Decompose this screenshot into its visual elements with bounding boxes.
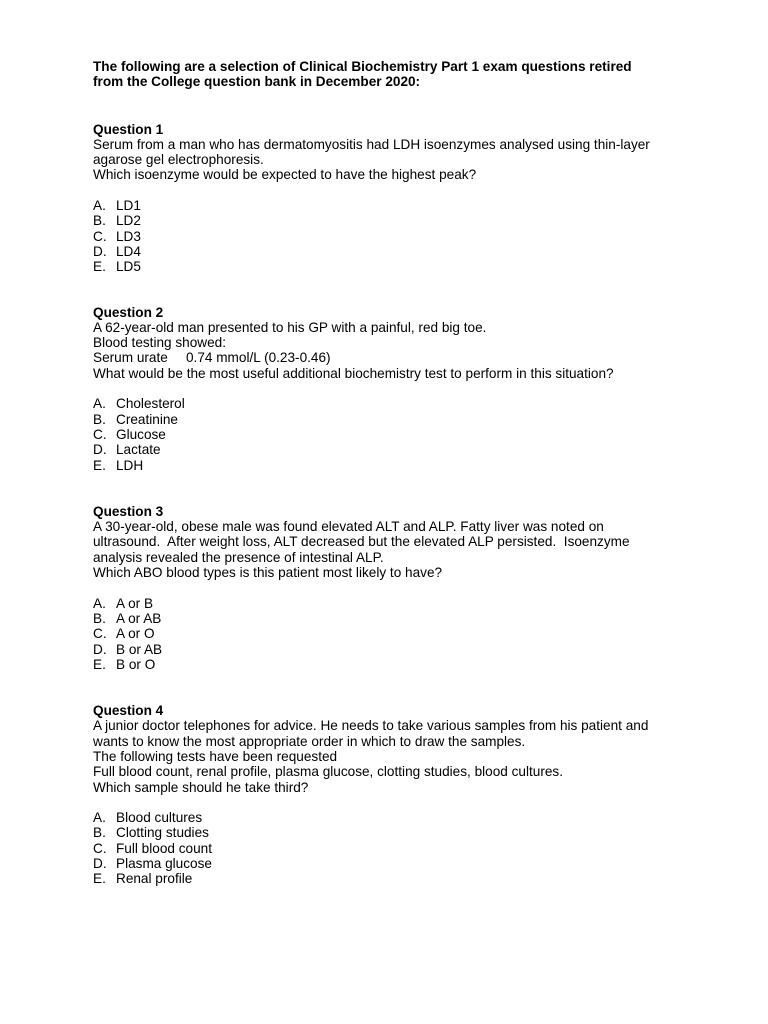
question-text-line: A 62-year-old man presented to his GP with a painful, red big toe. <box>93 319 487 335</box>
answer-options <box>93 596 693 672</box>
answer-option <box>93 213 693 228</box>
question-text-line: Full blood count, renal profile, plasma glucose, clotting studies, blood cultures. <box>93 764 563 780</box>
option-text: LD1 <box>116 198 141 214</box>
answer-option <box>93 198 693 213</box>
option-letter: D. <box>93 243 107 259</box>
question-text-line: What would be the most useful additional biochemistry test to perform in this situation? <box>93 365 614 381</box>
answer-option <box>93 871 693 886</box>
option-text: A or O <box>116 626 155 642</box>
option-letter: D. <box>93 442 107 458</box>
question-title: Question 2 <box>93 304 164 320</box>
option-text: Full blood count <box>116 840 212 856</box>
intro-line: The following are a selection of Clinical Biochemistry Part 1 exam questions retired <box>93 59 632 74</box>
option-text: Blood cultures <box>116 810 203 826</box>
answer-options <box>93 198 693 274</box>
option-text: LD4 <box>116 243 141 259</box>
answer-option <box>93 596 693 611</box>
option-letter: A. <box>93 396 106 412</box>
question-text-line: A 30-year-old, obese male was found elevated ALT and ALP. Fatty liver was noted on <box>93 519 604 535</box>
option-letter: B. <box>93 213 106 229</box>
question-text-line: ultrasound. After weight loss, ALT decreased but the elevated ALP persisted. Isoenzyme <box>93 534 630 550</box>
question-text-line: Which ABO blood types is this patient most likely to have? <box>93 565 443 581</box>
option-letter: B. <box>93 825 106 841</box>
question-title: Question 3 <box>93 503 164 519</box>
answer-option <box>93 427 693 442</box>
intro-heading <box>93 59 693 90</box>
answer-option <box>93 642 693 657</box>
option-letter: A. <box>93 198 106 214</box>
answer-option <box>93 841 693 856</box>
answer-option <box>93 657 693 672</box>
question-text-line: analysis revealed the presence of intestinal ALP. <box>93 549 384 565</box>
option-text: B or AB <box>116 641 163 657</box>
option-letter: B. <box>93 610 106 626</box>
question-4 <box>93 703 693 887</box>
answer-option <box>93 396 693 411</box>
option-text: LD2 <box>116 213 141 229</box>
option-letter: B. <box>93 411 106 427</box>
option-text: A or B <box>116 595 154 611</box>
question-text-line: wants to know the most appropriate order in which to draw the samples. <box>93 733 526 749</box>
option-letter: C. <box>93 626 107 642</box>
question-text-line: Which sample should he take third? <box>93 779 309 795</box>
lab-test-value: 0.74 mmol/L (0.23-0.46) <box>186 350 331 366</box>
option-text: A or AB <box>116 610 162 626</box>
answer-option <box>93 856 693 871</box>
option-letter: C. <box>93 426 107 442</box>
lab-test-name: Serum urate <box>93 350 168 366</box>
option-letter: C. <box>93 840 107 856</box>
question-title: Question 1 <box>93 121 164 137</box>
option-letter: D. <box>93 856 107 872</box>
answer-option <box>93 810 693 825</box>
answer-option <box>93 626 693 641</box>
option-text: Clotting studies <box>116 825 209 841</box>
option-letter: A. <box>93 595 106 611</box>
question-1 <box>93 122 693 275</box>
answer-option <box>93 259 693 274</box>
option-letter: E. <box>93 259 106 275</box>
question-text-line: A junior doctor telephones for advice. He needs to take various samples from his patient and <box>93 718 649 734</box>
question-text-line: Which isoenzyme would be expected to have the highest peak? <box>93 167 477 183</box>
option-text: Cholesterol <box>116 396 185 412</box>
answer-option <box>93 442 693 457</box>
answer-option <box>93 458 693 473</box>
option-text: B or O <box>116 656 156 672</box>
question-title: Question 4 <box>93 703 164 719</box>
answer-option <box>93 412 693 427</box>
option-text: Plasma glucose <box>116 856 212 872</box>
option-letter: E. <box>93 457 106 473</box>
answer-option <box>93 229 693 244</box>
answer-options <box>93 396 693 472</box>
option-text: Lactate <box>116 442 161 458</box>
option-letter: A. <box>93 810 106 826</box>
answer-option <box>93 611 693 626</box>
answer-option <box>93 244 693 259</box>
question-2 <box>93 305 693 473</box>
option-text: Glucose <box>116 426 166 442</box>
lab-result-line <box>93 350 693 365</box>
document-page <box>93 59 693 887</box>
option-letter: D. <box>93 641 107 657</box>
answer-option <box>93 825 693 840</box>
option-text: LD3 <box>116 228 141 244</box>
question-text-line: Serum from a man who has dermatomyositis had LDH isoenzymes analysed using thin-layer <box>93 136 650 152</box>
option-letter: C. <box>93 228 107 244</box>
option-text: Creatinine <box>116 411 178 427</box>
option-text: LDH <box>116 457 144 473</box>
answer-options <box>93 810 693 886</box>
option-letter: E. <box>93 656 106 672</box>
option-text: Renal profile <box>116 871 193 887</box>
question-text-line: Blood testing showed: <box>93 335 227 351</box>
question-text-line: The following tests have been requested <box>93 748 338 764</box>
intro-line: from the College question bank in December 2020: <box>93 74 421 90</box>
option-letter: E. <box>93 871 106 887</box>
option-text: LD5 <box>116 259 141 275</box>
question-text-line: agarose gel electrophoresis. <box>93 152 264 168</box>
question-3 <box>93 504 693 672</box>
